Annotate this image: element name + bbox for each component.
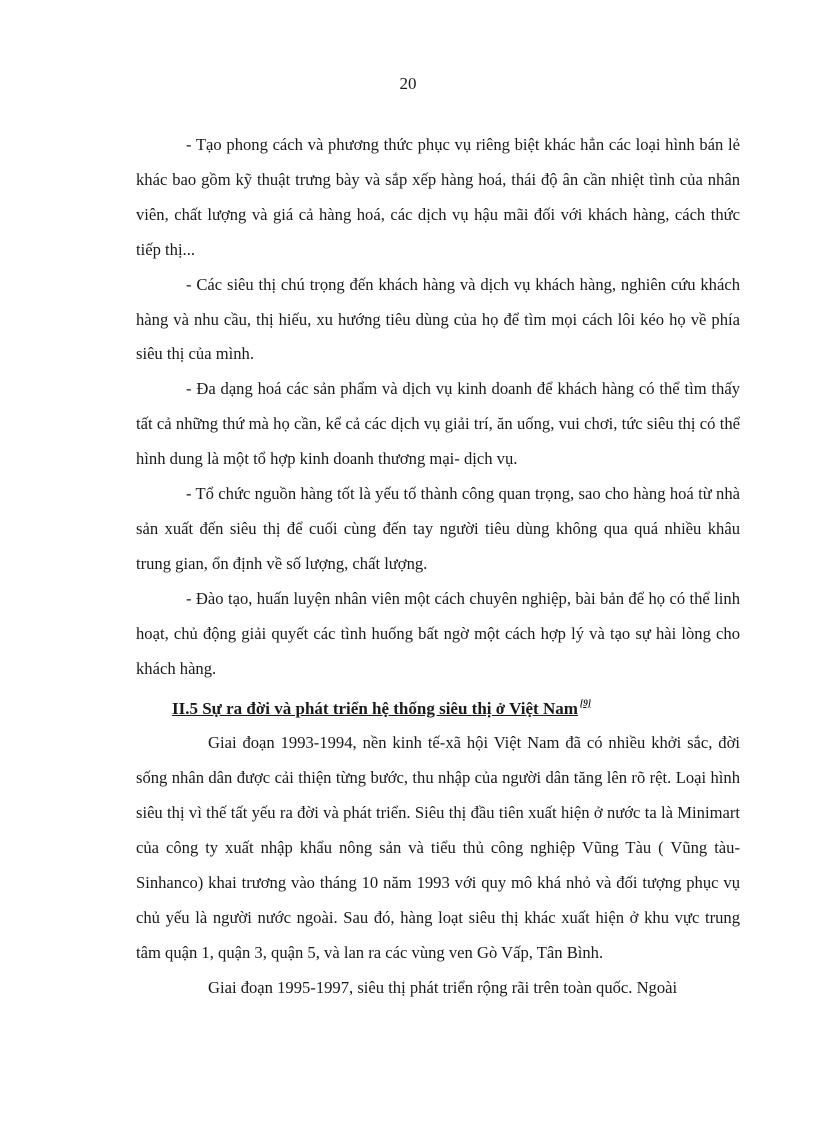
paragraph-customer-focus: - Các siêu thị chú trọng đến khách hàng và dịch vụ khách hàng, nghiên cứu khách hàng và nhu cầu, thị hiếu, xu hướng tiêu dùng của họ để tìm mọi cách lôi kéo họ về phía siêu thị của mình. [136, 274, 740, 364]
section-heading-text: II.5 Sự ra đời và phát triển hệ thống siêu thị ở Việt Nam [172, 698, 578, 718]
paragraph-period-1993: Giai đoạn 1993-1994, nền kinh tế-xã hội Việt Nam đã có nhiều khởi sắc, đời sống nhân dân được cải thiện từng bước, thu nhập của người dân tăng lên rõ rệt. Loại hình siêu thị vì thế tất yếu ra đời và phát triển. Siêu thị đầu tiên xuất hiện ở nước ta là Minimart của công ty xuất nhập khẩu nông sản và tiểu thủ công nghiệp Vũng Tàu ( Vũng tàu- Sinhanco) khai trương vào tháng 10 năm 1993 với quy mô khá nhỏ và đối tượng phục vụ chủ yếu là người nước ngoài. Sau đó, hàng loạt siêu thị khác xuất hiện ở khu vực trung tâm quận 1, quận 3, quận 5, và lan ra các vùng ven Gò Vấp, Tân Bình. [136, 733, 740, 962]
paragraph-period-1995: Giai đoạn 1995-1997, siêu thị phát triển rộng rãi trên toàn quốc. Ngoài [208, 977, 678, 997]
paragraph-product-diversity: - Đa dạng hoá các sản phẩm và dịch vụ kinh doanh để khách hàng có thể tìm thấy tất cả những thứ mà họ cần, kể cả các dịch vụ giải trí, ăn uống, vui chơi, tức siêu thị có thể hình dung là một tổ hợp kinh doanh thương mại- dịch vụ. [136, 379, 740, 469]
paragraph-supply-sources: - Tổ chức nguồn hàng tốt là yếu tố thành công quan trọng, sao cho hàng hoá từ nhà sản xuất đến siêu thị để cuối cùng đến tay người tiêu dùng không qua quá nhiều khâu trung gian, ổn định về số lượng, chất lượng. [136, 484, 740, 573]
paragraph-service-style: - Tạo phong cách và phương thức phục vụ riêng biệt khác hẳn các loại hình bán lẻ khác bao gồm kỹ thuật trưng bày và sắp xếp hàng hoá, thái độ ân cần nhiệt tình của nhân viên, chất lượng và giá cả hàng hoá, các dịch vụ hậu mãi đối với khách hàng, cách thức tiếp thị... [136, 135, 740, 259]
page-number: 20 [399, 74, 417, 93]
reference-marker: [9] [579, 698, 591, 709]
section-heading [136, 687, 740, 727]
body-text [136, 128, 740, 1006]
paragraph-staff-training: - Đào tạo, huấn luyện nhân viên một cách chuyên nghiệp, bài bản để họ có thể linh hoạt, chủ động giải quyết các tình huống bất ngờ một cách hợp lý và tạo sự hài lòng cho khách hàng. [136, 588, 740, 678]
